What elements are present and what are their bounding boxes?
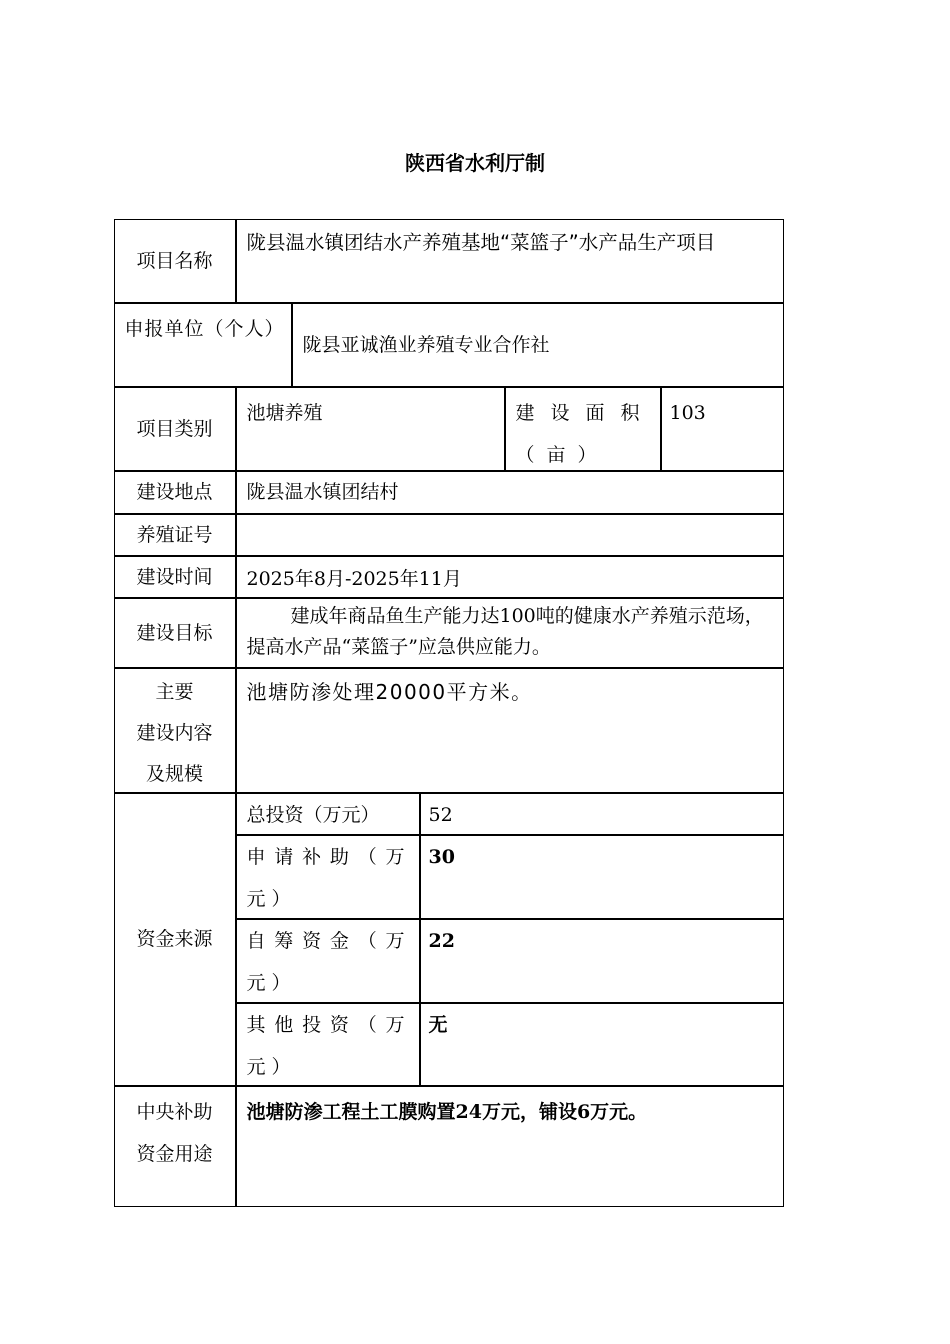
license-label: 养殖证号	[114, 514, 236, 556]
funding-total-value: 52	[420, 793, 784, 835]
applicant-label	[114, 303, 292, 387]
content-label-line2: 建设内容	[136, 721, 213, 744]
area-label	[505, 387, 661, 471]
funding-subsidy-label	[236, 835, 420, 919]
project-name-label: 项目名称	[114, 219, 236, 303]
funding-subsidy-value: 30	[420, 835, 784, 919]
goal-value: 建成年商品鱼生产能力达100吨的健康水产养殖示范场，提高水产品“菜篮子”应急供应能力。	[236, 598, 784, 668]
funding-other-label-text: 其他投资（万元）	[246, 1013, 411, 1078]
funding-label: 资金来源	[114, 793, 236, 1086]
funding-self-value: 22	[420, 919, 784, 1003]
goal-label: 建设目标	[114, 598, 236, 668]
funding-other-label	[236, 1003, 420, 1086]
period-value: 2025年8月-2025年11月	[236, 556, 784, 598]
central-use-value: 池塘防渗工程土工膜购置24万元，铺设6万元。	[236, 1086, 784, 1207]
license-value	[236, 514, 784, 556]
funding-subsidy-label-text: 申请补助（万元）	[246, 845, 411, 910]
content-label-line1: 主要	[155, 680, 194, 703]
content-value: 池塘防渗处理20000平方米。	[236, 668, 784, 793]
category-value: 池塘养殖	[236, 387, 505, 471]
funding-self-label	[236, 919, 420, 1003]
location-value: 陇县温水镇团结村	[236, 471, 784, 514]
applicant-value: 陇县亚诚渔业养殖专业合作社	[292, 303, 784, 387]
central-use-label-line1: 中央补助	[136, 1100, 213, 1123]
central-use-label	[114, 1086, 236, 1207]
period-label: 建设时间	[114, 556, 236, 598]
area-value: 103	[661, 387, 784, 471]
area-label-text: 建设面积（亩）	[515, 401, 652, 466]
content-label	[114, 668, 236, 793]
applicant-label-text: 申报单位（个人）	[124, 317, 285, 340]
category-label: 项目类别	[114, 387, 236, 471]
funding-total-label: 总投资（万元）	[236, 793, 420, 835]
funding-self-label-text: 自筹资金（万元）	[246, 929, 411, 994]
project-name-value: 陇县温水镇团结水产养殖基地“菜篮子”水产品生产项目	[236, 219, 784, 303]
content-label-line3: 及规模	[145, 762, 203, 785]
location-label: 建设地点	[114, 471, 236, 514]
central-use-label-line2: 资金用途	[136, 1142, 213, 1165]
page-title: 陕西省水利厅制	[405, 151, 545, 175]
funding-other-value: 无	[420, 1003, 784, 1086]
